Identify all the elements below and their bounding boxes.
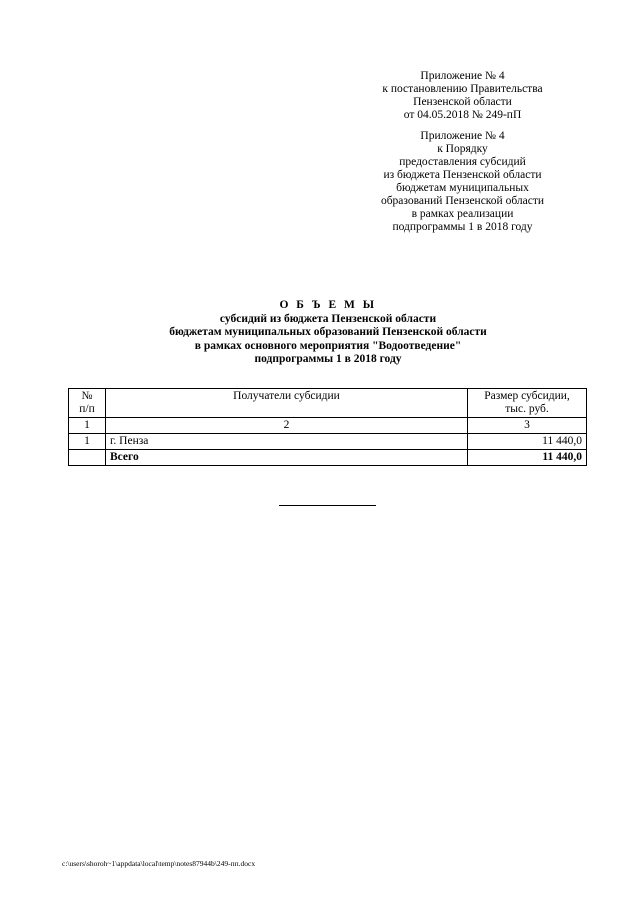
index-cell: 1: [69, 418, 106, 434]
annex-block-government-resolution: [340, 70, 585, 122]
header-amount-line2: тыс. руб.: [505, 403, 549, 415]
annex-line: подпрограммы 1 в 2018 году: [392, 221, 533, 233]
total-number-cell: [69, 450, 106, 466]
header-num-line2: п/п: [79, 403, 95, 415]
total-label: Всего: [106, 450, 468, 466]
end-separator-line: [279, 505, 376, 506]
table-row: [69, 434, 587, 450]
annex-line: из бюджета Пензенской области: [383, 169, 542, 181]
annex-line: в рамках реализации: [411, 208, 514, 220]
row-recipient: г. Пенза: [106, 434, 468, 450]
annex-line: Пензенской области: [413, 96, 512, 108]
title-line: бюджетам муниципальных образований Пензенской области: [169, 326, 487, 338]
table-header-row: [69, 389, 587, 418]
table-total-row: [69, 450, 587, 466]
annex-line: Приложение № 4: [420, 70, 505, 82]
annex-line: от 04.05.2018 № 249-пП: [403, 109, 522, 121]
subsidy-table: [68, 388, 587, 466]
table-index-row: [69, 418, 587, 434]
row-number: 1: [69, 434, 106, 450]
annex-block-procedure: [340, 130, 585, 234]
annex-line: к Порядку: [437, 143, 488, 155]
title-heading: О Б Ъ Е М Ы: [279, 299, 377, 311]
header-num-line1: №: [81, 390, 93, 402]
header-amount-line1: Размер субсидии,: [484, 390, 570, 402]
title-line: субсидий из бюджета Пензенской области: [219, 312, 437, 325]
annex-line: образований Пензенской области: [380, 195, 545, 207]
header-cell-number: [69, 389, 106, 418]
annex-line: бюджетам муниципальных: [396, 182, 529, 194]
title-line: подпрограммы 1 в 2018 году: [254, 353, 402, 365]
index-cell: 3: [468, 418, 587, 434]
annex-line: к постановлению Правительства: [382, 83, 543, 95]
row-amount: 11 440,0: [468, 434, 587, 450]
header-cell-amount: [468, 389, 587, 418]
header-cell-recipients: Получатели субсидии: [106, 389, 468, 418]
annex-line: предоставления субсидий: [399, 156, 526, 168]
title-line: в рамках основного мероприятия "Водоотведение": [194, 339, 462, 352]
index-cell: 2: [106, 418, 468, 434]
annex-line: Приложение № 4: [420, 130, 505, 142]
total-amount: 11 440,0: [468, 450, 587, 466]
file-path-footer: c:\users\shoroh~1\appdata\local\temp\notes87944b\249-пп.docx: [62, 859, 256, 868]
document-title: [100, 299, 556, 367]
